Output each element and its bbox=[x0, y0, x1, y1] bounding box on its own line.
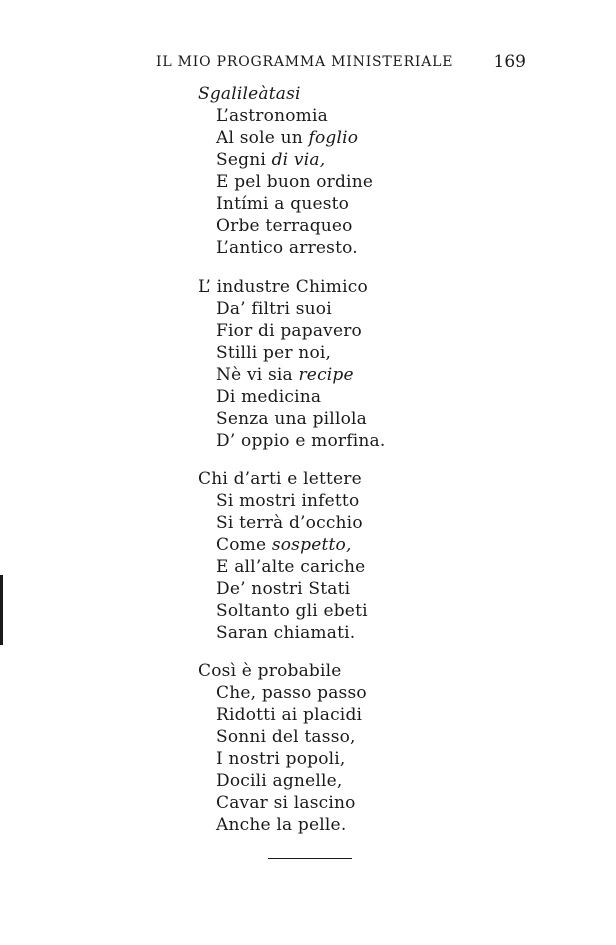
poem-line bbox=[216, 682, 367, 704]
line-text: Da’ filtri suoi bbox=[216, 299, 332, 319]
line-text: De’ nostri Stati bbox=[216, 579, 351, 599]
stanza-first-line bbox=[198, 276, 368, 298]
poem-line bbox=[216, 534, 352, 556]
line-text: Docili agnelle, bbox=[216, 771, 343, 791]
italic-text: sospetto, bbox=[271, 535, 352, 555]
line-text: Stilli per noi, bbox=[216, 343, 332, 363]
poem-line bbox=[216, 748, 346, 770]
line-text: Così è probabile bbox=[198, 661, 342, 681]
left-edge-mark bbox=[0, 575, 3, 645]
poem-line bbox=[216, 215, 353, 237]
line-text: Orbe terraqueo bbox=[216, 216, 353, 236]
page-number: 169 bbox=[493, 52, 526, 72]
poem-line bbox=[216, 237, 358, 259]
poem-line bbox=[216, 726, 356, 748]
line-text: Fior di papavero bbox=[216, 321, 362, 341]
line-text: Nè vi sia bbox=[216, 365, 299, 385]
line-text: Sonni del tasso, bbox=[216, 727, 356, 747]
line-text: L’astronomia bbox=[216, 106, 328, 126]
line-text: Cavar si lascino bbox=[216, 793, 356, 813]
poem-line bbox=[216, 430, 385, 452]
poem-line bbox=[216, 704, 362, 726]
line-text: L’antico arresto. bbox=[216, 238, 358, 258]
line-text: Saran chiamati. bbox=[216, 623, 356, 643]
poem-line bbox=[216, 556, 365, 578]
poem-line bbox=[216, 490, 359, 512]
closing-rule bbox=[268, 858, 352, 859]
line-text: Chi d’arti e lettere bbox=[198, 469, 362, 489]
italic-text: di via, bbox=[271, 150, 326, 170]
line-text: Che, passo passo bbox=[216, 683, 367, 703]
poem-line bbox=[216, 193, 349, 215]
poem-line bbox=[216, 600, 368, 622]
stanza-first-line bbox=[198, 660, 342, 682]
line-text: Soltanto gli ebeti bbox=[216, 601, 368, 621]
line-text: L’ industre Chimico bbox=[198, 277, 368, 297]
line-text: E all’alte cariche bbox=[216, 557, 366, 577]
italic-text: foglio bbox=[308, 128, 359, 148]
line-text: Intími a questo bbox=[216, 194, 350, 214]
poem-line bbox=[216, 408, 367, 430]
line-text: Segni bbox=[216, 150, 272, 170]
line-text: Come bbox=[216, 535, 272, 555]
poem-line bbox=[216, 364, 354, 386]
stanza-first-line bbox=[198, 468, 362, 490]
line-text: Al sole un bbox=[216, 128, 309, 148]
stanza-first-line bbox=[198, 83, 301, 105]
running-head-title: IL MIO PROGRAMMA MINISTERIALE bbox=[156, 54, 454, 70]
line-text: Si terrà d’occhio bbox=[216, 513, 363, 533]
poem-line bbox=[216, 320, 362, 342]
italic-text: Sgalileàtasi bbox=[198, 84, 301, 104]
line-text: E pel buon ordine bbox=[216, 172, 374, 192]
poem-line bbox=[216, 578, 350, 600]
poem-line bbox=[216, 149, 325, 171]
line-text: Si mostri infetto bbox=[216, 491, 360, 511]
poem-line bbox=[216, 512, 363, 534]
poem-line bbox=[216, 814, 346, 836]
poem-line bbox=[216, 622, 355, 644]
poem-line bbox=[216, 792, 356, 814]
line-text: I nostri popoli, bbox=[216, 749, 346, 769]
poem-line bbox=[216, 127, 358, 149]
poem-line bbox=[216, 386, 321, 408]
poem-line bbox=[216, 342, 331, 364]
line-text: Anche la pelle. bbox=[216, 815, 347, 835]
poem-line bbox=[216, 105, 328, 127]
running-head bbox=[156, 52, 536, 76]
line-text: Di medicina bbox=[216, 387, 322, 407]
poem-line bbox=[216, 298, 332, 320]
poem-line bbox=[216, 171, 373, 193]
italic-text: recipe bbox=[298, 365, 354, 385]
poem-line bbox=[216, 770, 342, 792]
line-text: Ridotti ai placidi bbox=[216, 705, 363, 725]
line-text: Senza una pillola bbox=[216, 409, 367, 429]
line-text: D’ oppio e morfina. bbox=[216, 431, 386, 451]
